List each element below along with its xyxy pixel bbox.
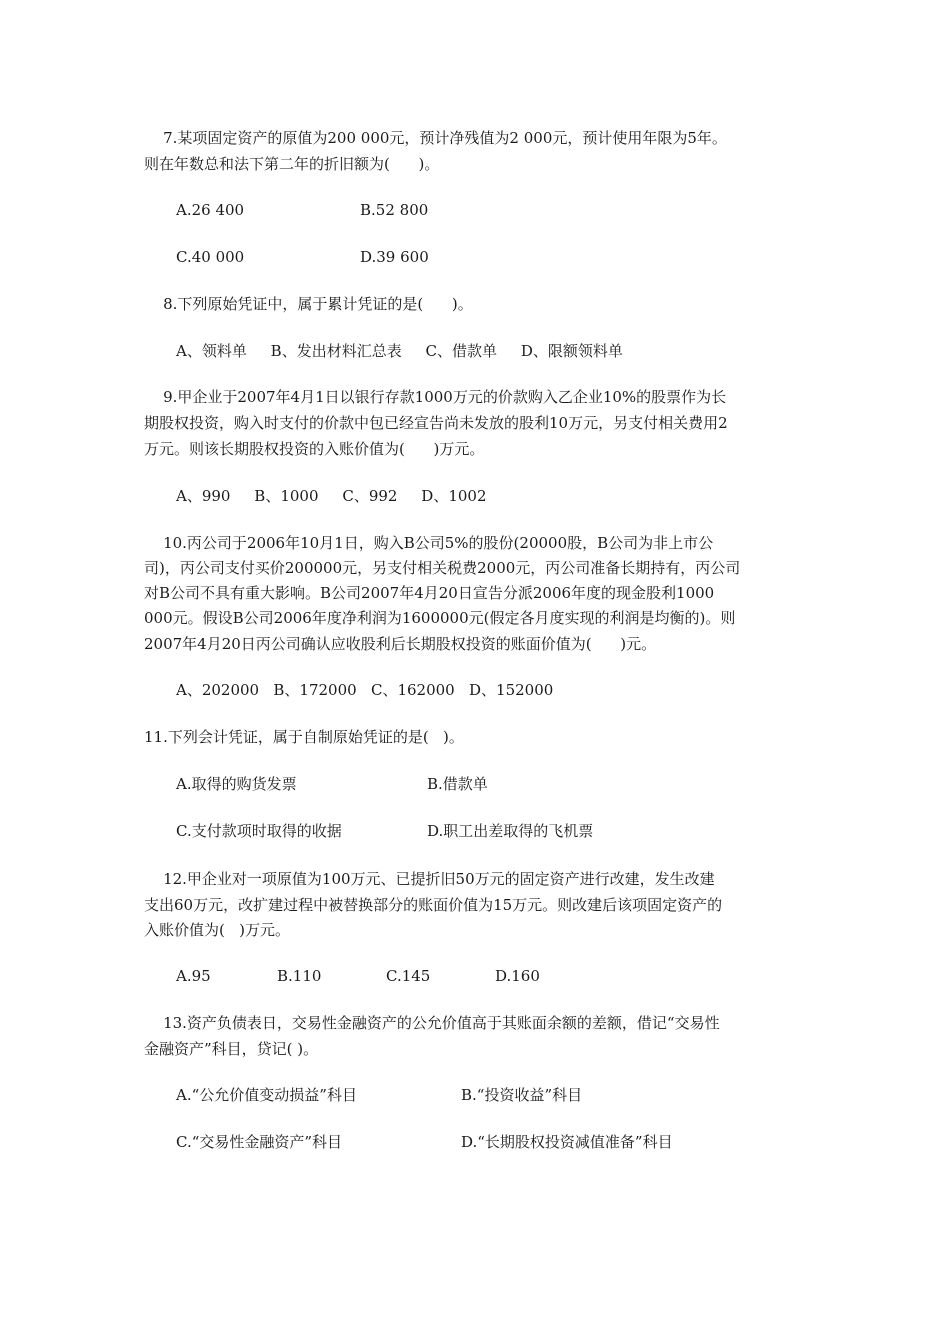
question-12-option-b: B.110 bbox=[277, 967, 322, 985]
question-11-option-b: B.借款单 bbox=[427, 775, 488, 793]
question-9-line-2: 期股权投资，购入时支付的价款中包已经宣告尚未发放的股利10万元，另支付相关费用2 bbox=[144, 414, 728, 432]
question-10-line-5: 2007年4月20日丙公司确认应收股利后长期股权投资的账面价值为( )元。 bbox=[144, 635, 657, 653]
question-10-line-4: 000元。假设B公司2006年度净利润为1600000元(假定各月度实现的利润是均衡的)。则 bbox=[144, 609, 736, 627]
question-12-option-d: D.160 bbox=[495, 967, 540, 985]
question-12-option-a: A.95 bbox=[176, 967, 211, 985]
question-9-line-3: 万元。则该长期股权投资的入账价值为( )万元。 bbox=[144, 440, 485, 458]
question-13-option-c: C.“交易性金融资产”科目 bbox=[176, 1133, 343, 1151]
question-10-line-2: 司)，丙公司支付买价200000元，另支付相关税费2000元，丙公司准备长期持有，丙公司 bbox=[144, 559, 741, 577]
question-13-option-a: A.“公允价值变动损益”科目 bbox=[176, 1086, 357, 1104]
question-7-option-b: B.52 800 bbox=[360, 201, 429, 219]
question-11-line-1: 11.下列会计凭证，属于自制原始凭证的是( )。 bbox=[144, 728, 464, 746]
question-10-options: A、202000 B、172000 C、162000 D、152000 bbox=[176, 681, 554, 699]
question-11-option-d: D.职工出差取得的飞机票 bbox=[427, 822, 594, 840]
question-10-line-3: 对B公司不具有重大影响。B公司2007年4月20日宣告分派2006年度的现金股利1000 bbox=[144, 584, 715, 602]
question-13-line-2: 金融资产”科目，贷记( )。 bbox=[144, 1040, 319, 1058]
question-7-line-1: 7.某项固定资产的原值为200 000元，预计净残值为2 000元，预计使用年限为5年。 bbox=[144, 129, 727, 147]
question-7-option-c: C.40 000 bbox=[176, 248, 245, 266]
question-11-option-c: C.支付款项时取得的收据 bbox=[176, 822, 342, 840]
question-9-line-1: 9.甲企业于2007年4月1日以银行存款1000万元的价款购入乙企业10%的股票作为长 bbox=[144, 388, 727, 406]
question-12-line-2: 支出60万元，改扩建过程中被替换部分的账面价值为15万元。则改建后该项固定资产的 bbox=[144, 896, 723, 914]
question-9-options: A、990 B、1000 C、992 D、1002 bbox=[176, 487, 487, 505]
question-12-line-1: 12.甲企业对一项原值为100万元、已提折旧50万元的固定资产进行改建，发生改建 bbox=[144, 870, 715, 888]
question-12-line-3: 入账价值为( )万元。 bbox=[144, 921, 291, 939]
question-10-line-1: 10.丙公司于2006年10月1日，购入B公司5%的股份(20000股，B公司为非上市公 bbox=[144, 534, 714, 552]
question-8-line-1: 8.下列原始凭证中，属于累计凭证的是( )。 bbox=[144, 295, 473, 313]
question-13-option-d: D.“长期股权投资减值准备”科目 bbox=[461, 1133, 673, 1151]
question-13-line-1: 13.资产负债表日，交易性金融资产的公允价值高于其账面余额的差额，借记“交易性 bbox=[144, 1014, 720, 1032]
question-13-option-b: B.“投资收益”科目 bbox=[461, 1086, 583, 1104]
question-8-options: A、领料单 B、发出材料汇总表 C、借款单 D、限额领料单 bbox=[176, 342, 623, 360]
question-7-option-a: A.26 400 bbox=[176, 201, 245, 219]
question-7-option-d: D.39 600 bbox=[360, 248, 429, 266]
question-11-option-a: A.取得的购货发票 bbox=[176, 775, 297, 793]
question-12-option-c: C.145 bbox=[386, 967, 431, 985]
question-7-line-2: 则在年数总和法下第二年的折旧额为( )。 bbox=[144, 155, 440, 173]
